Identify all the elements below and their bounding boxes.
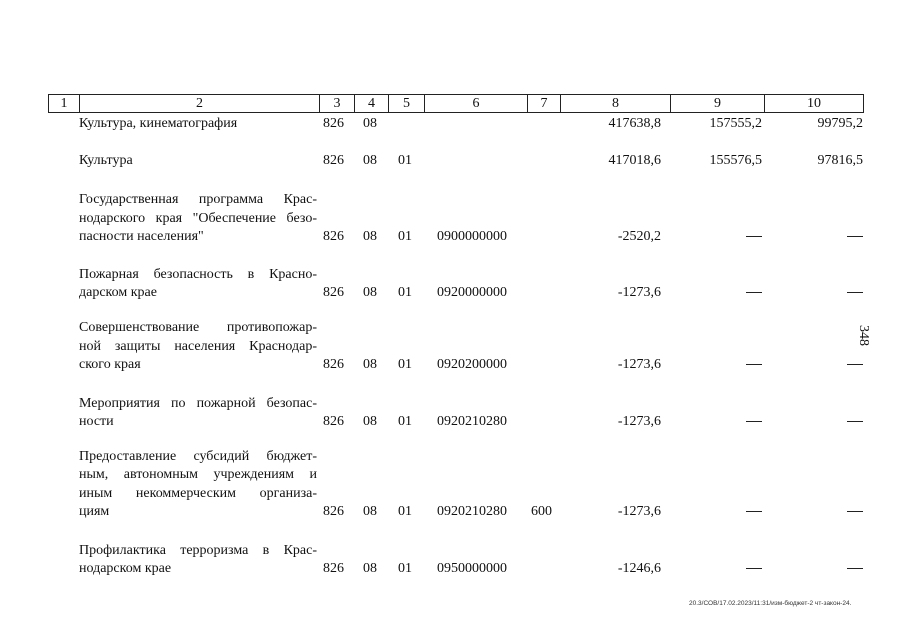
cell-c4: 08	[363, 153, 377, 168]
cell-c4: 08	[363, 285, 377, 300]
row-name	[79, 191, 317, 247]
row-name-line: Профилактика терроризма в Крас-	[79, 542, 317, 558]
cell-c3: 826	[323, 229, 344, 244]
page-number: 348	[856, 325, 871, 346]
row-name-line: ности	[79, 414, 114, 429]
cell-c5: 01	[398, 357, 412, 372]
row-name-line: иным некоммерческим организа-	[79, 485, 317, 501]
header-col-10: 10	[764, 95, 863, 112]
dash-c10	[847, 568, 863, 569]
row-name-line: Пожарная безопасность в Красно-	[79, 266, 317, 282]
dash-c10	[847, 511, 863, 512]
dash-c9	[746, 364, 762, 365]
header-col-5: 5	[388, 95, 424, 112]
cell-c5: 01	[398, 561, 412, 576]
cell-c6: 0920210280	[437, 414, 507, 429]
row-name-line: ского края	[79, 357, 141, 372]
cell-c3: 826	[323, 116, 344, 131]
cell-c4: 08	[363, 116, 377, 131]
cell-c6: 0920210280	[437, 504, 507, 519]
row-name-line: ным, автономным учреждениям и	[79, 467, 317, 482]
dash-c9	[746, 236, 762, 237]
row-name-line: Мероприятия по пожарной безопас-	[79, 395, 317, 411]
row-name-line: Совершенствование противопожар-	[79, 320, 317, 335]
cell-c5: 01	[398, 504, 412, 519]
row-name-line: Предоставление субсидий бюджет-	[79, 448, 317, 464]
dash-c10	[847, 292, 863, 293]
cell-c8: -1273,6	[617, 504, 661, 519]
cell-c6: 0950000000	[437, 561, 507, 576]
row-name-line: Культура, кинематография	[79, 116, 238, 131]
cell-c10: 97816,5	[817, 153, 863, 168]
row-name	[79, 319, 317, 375]
cell-c4: 08	[363, 414, 377, 429]
dash-c9	[746, 421, 762, 422]
cell-c8: -1246,6	[617, 561, 661, 576]
cell-c3: 826	[323, 504, 344, 519]
footer-note: 20.3/СОВ/17.02.2023/11:31/изм-бюджет-2 чт-закон-24.	[689, 600, 852, 607]
dash-c10	[847, 236, 863, 237]
cell-c8: -1273,6	[617, 285, 661, 300]
header-col-2: 2	[79, 95, 319, 112]
row-name	[79, 266, 317, 303]
row-name-line: пасности населения"	[79, 229, 204, 244]
cell-c5: 01	[398, 153, 412, 168]
cell-c8: -1273,6	[617, 357, 661, 372]
cell-c6: 0920000000	[437, 285, 507, 300]
cell-c3: 826	[323, 561, 344, 576]
cell-c6: 0920200000	[437, 357, 507, 372]
cell-c4: 08	[363, 504, 377, 519]
cell-c5: 01	[398, 229, 412, 244]
dash-c9	[746, 568, 762, 569]
header-col-3: 3	[319, 95, 354, 112]
header-col-6: 6	[424, 95, 527, 112]
cell-c8: 417638,8	[608, 116, 661, 131]
row-name	[79, 542, 317, 579]
row-name-line: нодарском крае	[79, 561, 172, 576]
header-col-4: 4	[354, 95, 388, 112]
header-col-1: 1	[60, 96, 68, 111]
row-name-line: ной защиты населения Краснодар-	[79, 338, 317, 354]
cell-c9: 155576,5	[709, 153, 762, 168]
cell-c4: 08	[363, 357, 377, 372]
dash-c10	[847, 421, 863, 422]
dash-c10	[847, 364, 863, 365]
row-name-line: циям	[79, 504, 110, 519]
cell-c8: -1273,6	[617, 414, 661, 429]
cell-c8: -2520,2	[617, 229, 661, 244]
cell-c5: 01	[398, 285, 412, 300]
row-name-line: Культура	[79, 153, 133, 168]
row-name-line: дарском крае	[79, 285, 157, 300]
cell-c6: 0900000000	[437, 229, 507, 244]
cell-c4: 08	[363, 229, 377, 244]
dash-c9	[746, 511, 762, 512]
header-col-7: 7	[527, 95, 560, 112]
cell-c4: 08	[363, 561, 377, 576]
header-col-9: 9	[670, 95, 764, 112]
cell-c3: 826	[323, 153, 344, 168]
row-name-line: Государственная программа Крас-	[79, 192, 317, 207]
row-name	[79, 448, 317, 522]
header-col-8: 8	[560, 95, 670, 112]
row-name	[79, 395, 317, 432]
row-name	[79, 115, 317, 134]
row-name	[79, 152, 317, 171]
cell-c7: 600	[531, 504, 552, 519]
dash-c9	[746, 292, 762, 293]
table-header-row	[48, 94, 864, 113]
row-name-line: нодарского края "Обеспечение безо-	[79, 210, 317, 226]
cell-c3: 826	[323, 285, 344, 300]
cell-c9: 157555,2	[709, 116, 762, 131]
cell-c10: 99795,2	[817, 116, 863, 131]
cell-c3: 826	[323, 357, 344, 372]
cell-c5: 01	[398, 414, 412, 429]
cell-c8: 417018,6	[608, 153, 661, 168]
cell-c3: 826	[323, 414, 344, 429]
